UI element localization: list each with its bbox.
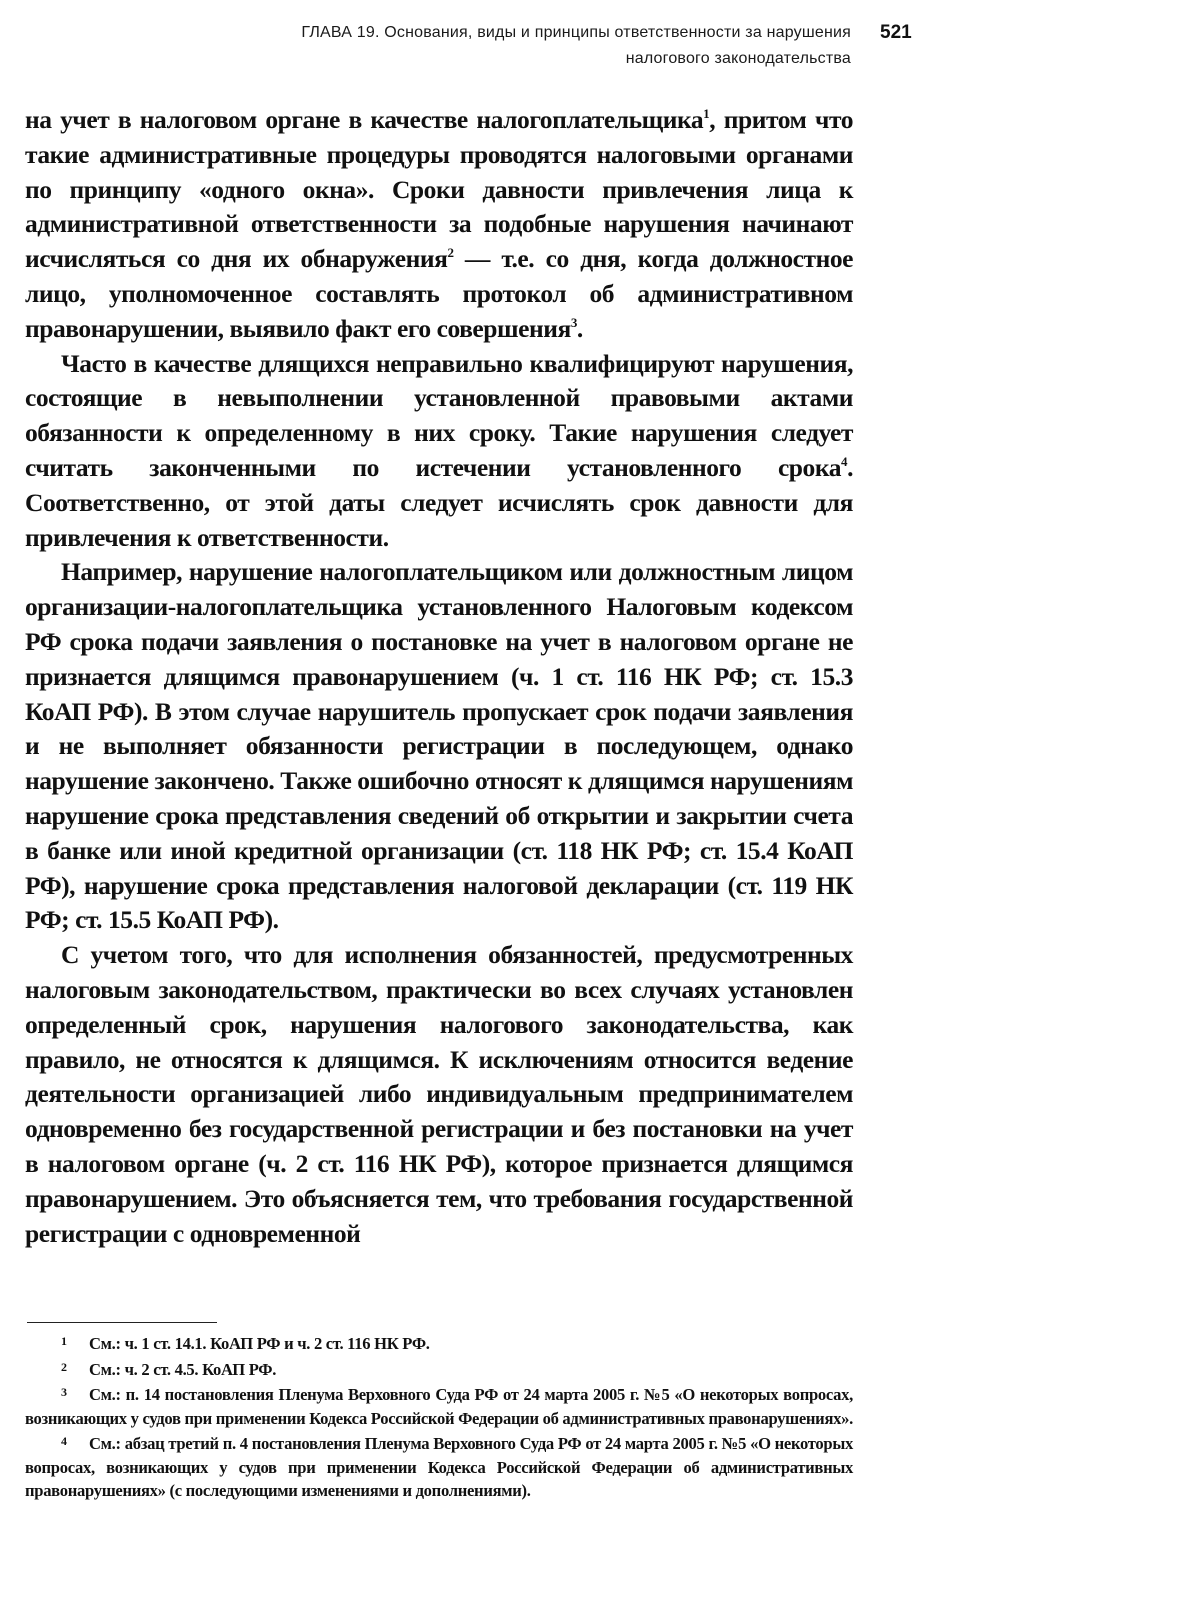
- footnote-text-2: См.: ч. 2 ст. 4.5. КоАП РФ.: [89, 1359, 277, 1379]
- footnote-text-1: См.: ч. 1 ст. 14.1. КоАП РФ и ч. 2 ст. 116 НК РФ.: [89, 1334, 430, 1353]
- footnote-mark-1: 1: [61, 1334, 67, 1348]
- footnote-ref-3: 3: [570, 314, 577, 330]
- footnote-mark-3: 3: [61, 1385, 67, 1399]
- footnote-divider: [27, 1322, 217, 1323]
- footnote-3: [25, 1381, 853, 1430]
- footnote-mark-2: 2: [61, 1359, 67, 1374]
- paragraph-1-text-d: .: [576, 313, 583, 343]
- chapter-title-line-1: ГЛАВА 19. Основания, виды и принципы ответственности за нарушения: [301, 24, 851, 41]
- paragraph-2-text-b: . Соответственно, от этой даты следует исчислять срок давности для привлечения к ответственности.: [25, 452, 853, 552]
- footnote-2: [25, 1356, 853, 1382]
- paragraph-4: С учетом того, что для исполнения обязанностей, предусмотренных налоговым законодательством, практически во всех случаях установлен определенный срок, нарушения налогового законодательства, как правило, не относятся к длящимся. К исключениям относится ведение деятельности организацией либо индивидуальным предпринимателем одновременно без государственной регистрации и без постановки на учет в налоговом органе (ч. 2 ст. 116 НК РФ), которое признается длящимся правонарушением. Это объясняется тем, что требования государственной регистрации с одновременной: [25, 940, 853, 1248]
- footnote-ref-1: 1: [703, 106, 710, 121]
- running-head: [120, 20, 851, 72]
- page-number: 521: [880, 22, 912, 43]
- main-text: [25, 103, 853, 1251]
- footnote-mark-4: 4: [61, 1434, 67, 1448]
- paragraph-1-text-b: , притом что такие административные процедуры проводятся налоговыми органами по принципу «одного окна». Сроки давности привлечения лица к административной ответственности за подобные нарушения начинают исчисляться со дня их обнаружения: [25, 105, 853, 274]
- paragraph-1-text-c: — т.е. со дня, когда должностное лицо, уполномоченное составлять протокол об административном правонарушении, выявило факт его совершения: [25, 244, 853, 343]
- footnote-4: [25, 1430, 853, 1503]
- footnotes: [25, 1330, 853, 1503]
- paragraph-3: Например, нарушение налогоплательщиком или должностным лицом организации-налогоплательщика установленного Налоговым кодексом РФ срока подачи заявления о постановке на учет в налоговом органе не признается длящимся правонарушением (ч. 1 ст. 116 НК РФ; ст. 15.3 КоАП РФ). В этом случае нарушитель пропускает срок подачи заявления и не выполняет обязанности регистрации в последующем, однако нарушение закончено. Также ошибочно относят к длящимся нарушениям нарушение срока представления сведений об открытии и закрытии счета в банке или иной кредитной организации (ст. 118 НК РФ; ст. 15.4 КоАП РФ), нарушение срока представления налоговой декларации (ст. 119 НК РФ; ст. 15.5 КоАП РФ).: [25, 557, 853, 935]
- paragraph-1: [25, 103, 853, 347]
- footnote-ref-4: 4: [841, 453, 848, 469]
- chapter-title-line-2: налогового законодательства: [625, 50, 851, 67]
- paragraph-2-text-a: Часто в качестве длящихся неправильно квалифицируют нарушения, состоящие в невыполнении установленной правовыми актами обязанности к определенному в них сроку. Такие нарушения следует считать законченными по истечении установленного срока: [25, 348, 853, 482]
- paragraph-2: [25, 347, 853, 556]
- footnote-1: [25, 1330, 853, 1356]
- footnote-ref-2: 2: [447, 245, 454, 261]
- paragraph-1-text-a: на учет в налоговом органе в качестве налогоплательщика: [25, 105, 704, 134]
- footnote-text-4: См.: абзац третий п. 4 постановления Пленума Верховного Суда РФ от 24 марта 2005 г. №5 «О некоторых вопросах, возникающих у судов при применении Кодекса Российской Федерации об административных правонарушениях» (с последующими изменениями и дополнениями).: [25, 1434, 853, 1500]
- footnote-text-3: См.: п. 14 постановления Пленума Верховного Суда РФ от 24 марта 2005 г. №5 «О некоторых вопросах, возникающих у судов при применении Кодекса Российской Федерации об административных правонарушениях».: [25, 1385, 853, 1428]
